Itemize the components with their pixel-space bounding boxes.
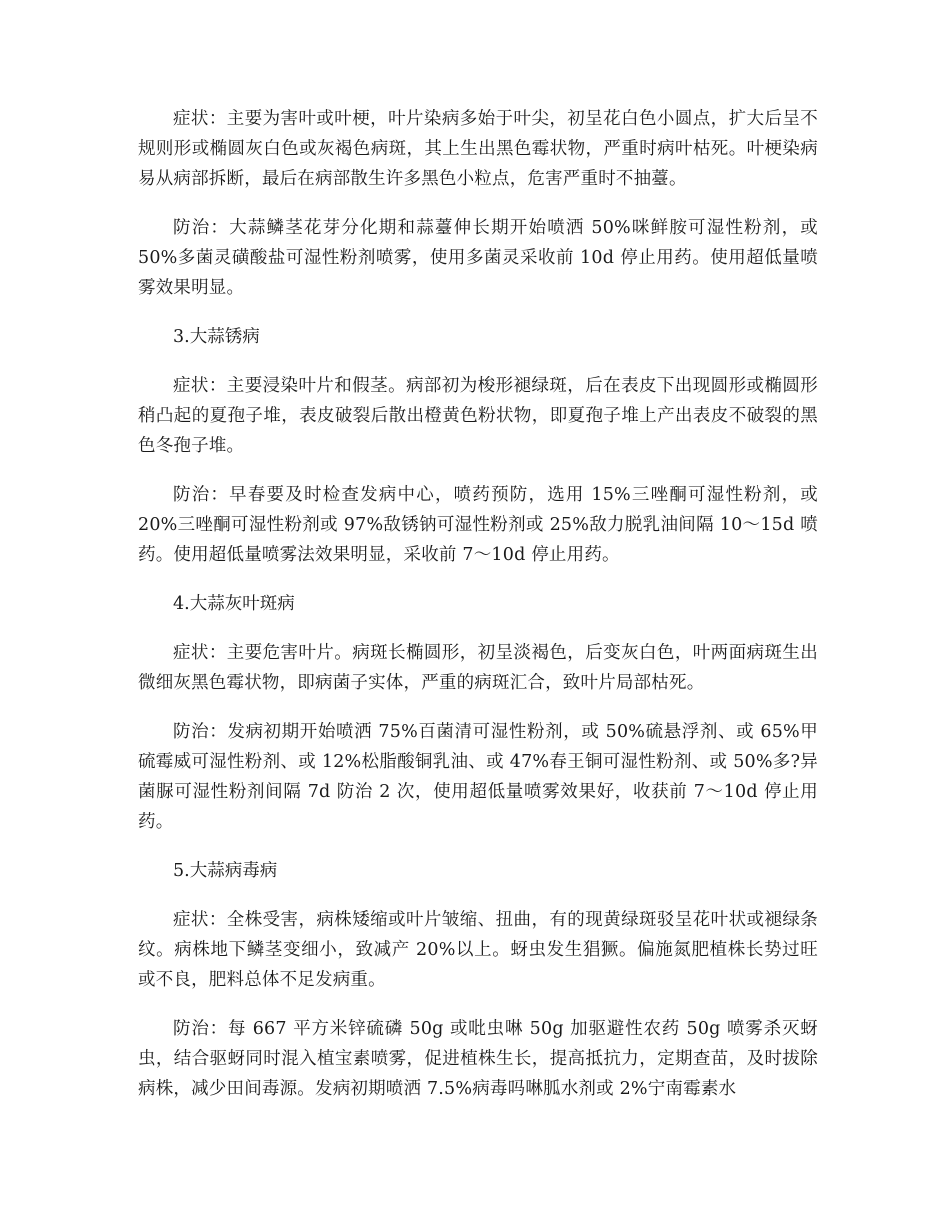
paragraph-4-symptom: 症状：主要危害叶片。病斑长椭圆形，初呈淡褐色，后变灰白色，叶两面病斑生出微细灰黑色霉状物，即病菌子实体，严重的病斑汇合，致叶片局部枯死。 (138, 643, 818, 693)
document-body (138, 104, 818, 1123)
paragraph-5-control: 防治：每 667 平方米锌硫磷 50g 或吡虫啉 50g 加驱避性农药 50g 喷雾杀灭蚜虫，结合驱蚜同时混入植宝素喷雾，促进植株生长，提高抵抗力，定期查苗，及时拔除病株，减少田间毒源。发病初期喷洒 7.5%病毒吗啉胍水剂或 2%宁南霉素水 (138, 1019, 818, 1099)
section-heading-3: 3.大蒜锈病 (173, 327, 260, 347)
section-heading-5: 5.大蒜病毒病 (173, 861, 278, 881)
paragraph-1-symptom: 症状：主要为害叶或叶梗，叶片染病多始于叶尖，初呈花白色小圆点，扩大后呈不规则形或椭圆灰白色或灰褐色病斑，其上生出黑色霉状物，严重时病叶枯死。叶梗染病易从病部拆断，最后在病部散生许多黑色小粒点，危害严重时不抽薹。 (138, 109, 818, 189)
paragraph-5-symptom: 症状：全株受害，病株矮缩或叶片皱缩、扭曲，有的现黄绿斑驳呈花叶状或褪绿条纹。病株地下鳞茎变细小，致减产 20%以上。蚜虫发生猖獗。偏施氮肥植株长势过旺或不良，肥料总体不足发病重。 (138, 910, 818, 990)
paragraph-4-control: 防治：发病初期开始喷洒 75%百菌清可湿性粉剂，或 50%硫悬浮剂、或 65%甲硫霉威可湿性粉剂、或 12%松脂酸铜乳油、或 47%春王铜可湿性粉剂、或 50%多?异菌脲可湿性粉剂间隔 7d 防治 2 次，使用超低量喷雾效果好，收获前 7～10d 停止用药。 (138, 722, 818, 832)
paragraph-3-control: 防治：早春要及时检查发病中心，喷药预防，选用 15%三唑酮可湿性粉剂，或 20%三唑酮可湿性粉剂或 97%敌锈钠可湿性粉剂或 25%敌力脱乳油间隔 10～15d 喷药。使用超低量喷雾法效果明显，采收前 7～10d 停止用药。 (138, 485, 818, 565)
section-heading-4: 4.大蒜灰叶斑病 (173, 594, 295, 614)
paragraph-3-symptom: 症状：主要浸染叶片和假茎。病部初为梭形褪绿斑，后在表皮下出现圆形或椭圆形稍凸起的夏孢子堆，表皮破裂后散出橙黄色粉状物，即夏孢子堆上产出表皮不破裂的黑色冬孢子堆。 (138, 376, 818, 456)
paragraph-2-control: 防治：大蒜鳞茎花芽分化期和蒜薹伸长期开始喷洒 50%咪鲜胺可湿性粉剂，或 50%多菌灵磺酸盐可湿性粉剂喷雾，使用多菌灵采收前 10d 停止用药。使用超低量喷雾效果明显。 (138, 218, 818, 298)
